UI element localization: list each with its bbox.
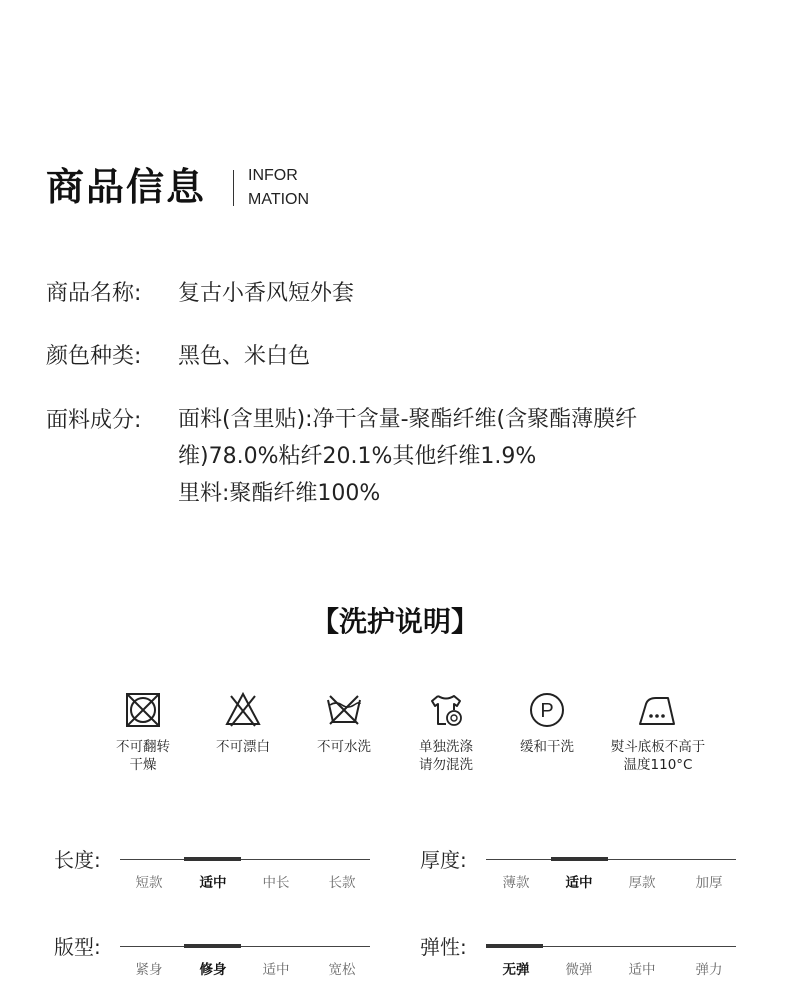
care-item-iron bbox=[602, 690, 714, 774]
fit-option-tight: 紧身 bbox=[135, 962, 163, 978]
elasticity-scale-selected-marker bbox=[486, 944, 543, 948]
length-option-regular: 适中 bbox=[199, 875, 227, 891]
care-heading: 【洗护说明】 bbox=[310, 605, 479, 638]
fabric-line-3: 里料:聚酯纤维100% bbox=[178, 481, 381, 506]
care-label-line-1: 不可水洗 bbox=[317, 739, 371, 755]
length-option-short: 短款 bbox=[135, 875, 163, 891]
care-item-wash-separately bbox=[391, 690, 501, 774]
thickness-scale-selected-marker bbox=[551, 857, 608, 861]
thickness-option-thick: 厚款 bbox=[628, 875, 656, 891]
fabric-line-1: 面料(含里贴):净干含量-聚酯纤维(含聚酯薄膜纤 bbox=[178, 407, 638, 432]
care-label-line-1: 不可漂白 bbox=[216, 739, 270, 755]
thickness-option-extra-thick: 加厚 bbox=[695, 875, 723, 891]
product-name-value: 复古小香风短外套 bbox=[178, 281, 355, 306]
fit-option-loose: 宽松 bbox=[328, 962, 356, 978]
care-label-line-1: 不可翻转 bbox=[116, 739, 170, 755]
care-label-line-2: 干燥 bbox=[129, 757, 157, 773]
no-wash-icon bbox=[324, 690, 364, 730]
care-label-line-1: 单独洗涤 bbox=[419, 739, 473, 755]
care-item-dry-clean bbox=[492, 690, 602, 756]
fit-option-slim: 修身 bbox=[199, 962, 227, 978]
length-option-long: 长款 bbox=[328, 875, 356, 891]
fit-scale-label: 版型: bbox=[54, 935, 101, 959]
dry-clean-p-icon bbox=[527, 690, 567, 730]
fit-option-regular: 适中 bbox=[262, 962, 290, 978]
length-scale-track bbox=[120, 859, 370, 860]
fabric-label: 面料成分: bbox=[46, 408, 142, 433]
subtitle-line-2: MATION bbox=[248, 191, 310, 208]
color-value: 黑色、米白色 bbox=[178, 344, 311, 369]
page-title: 商品信息 bbox=[46, 165, 207, 209]
svg-text:P: P bbox=[540, 700, 554, 722]
care-label-line-2: 温度110°C bbox=[623, 757, 693, 773]
length-scale-selected-marker bbox=[184, 857, 241, 861]
wash-separately-icon bbox=[426, 690, 466, 730]
subtitle-line-1: INFOR bbox=[248, 167, 298, 184]
thickness-scale-track bbox=[486, 859, 736, 860]
care-item-no-wash bbox=[289, 690, 399, 756]
care-item-no-bleach bbox=[188, 690, 298, 756]
fit-scale-track bbox=[120, 946, 370, 947]
elasticity-option-slight: 微弹 bbox=[565, 962, 593, 978]
care-label-line-2: 请勿混洗 bbox=[419, 757, 473, 773]
iron-icon bbox=[636, 690, 680, 730]
title-divider bbox=[233, 170, 234, 206]
color-label: 颜色种类: bbox=[46, 344, 142, 369]
elasticity-scale-label: 弹性: bbox=[420, 935, 467, 959]
care-label-line-1: 熨斗底板不高于 bbox=[610, 739, 706, 755]
thickness-option-thin: 薄款 bbox=[502, 875, 530, 891]
page-subtitle bbox=[248, 164, 309, 212]
fabric-line-2: 维)78.0%粘纤20.1%其他纤维1.9% bbox=[178, 444, 537, 469]
thickness-option-regular: 适中 bbox=[565, 875, 593, 891]
care-label-line-1: 缓和干洗 bbox=[520, 739, 574, 755]
fabric-value bbox=[178, 401, 738, 512]
elasticity-option-none: 无弹 bbox=[502, 962, 530, 978]
length-option-midlength: 中长 bbox=[262, 875, 290, 891]
elasticity-option-stretch: 弹力 bbox=[695, 962, 723, 978]
no-tumble-dry-icon bbox=[123, 690, 163, 730]
fit-scale-selected-marker bbox=[184, 944, 241, 948]
product-name-label: 商品名称: bbox=[46, 281, 142, 306]
length-scale-label: 长度: bbox=[54, 848, 101, 872]
no-bleach-icon bbox=[223, 690, 263, 730]
thickness-scale-label: 厚度: bbox=[420, 848, 467, 872]
elasticity-option-regular: 适中 bbox=[628, 962, 656, 978]
care-item-no-tumble-dry bbox=[88, 690, 198, 774]
